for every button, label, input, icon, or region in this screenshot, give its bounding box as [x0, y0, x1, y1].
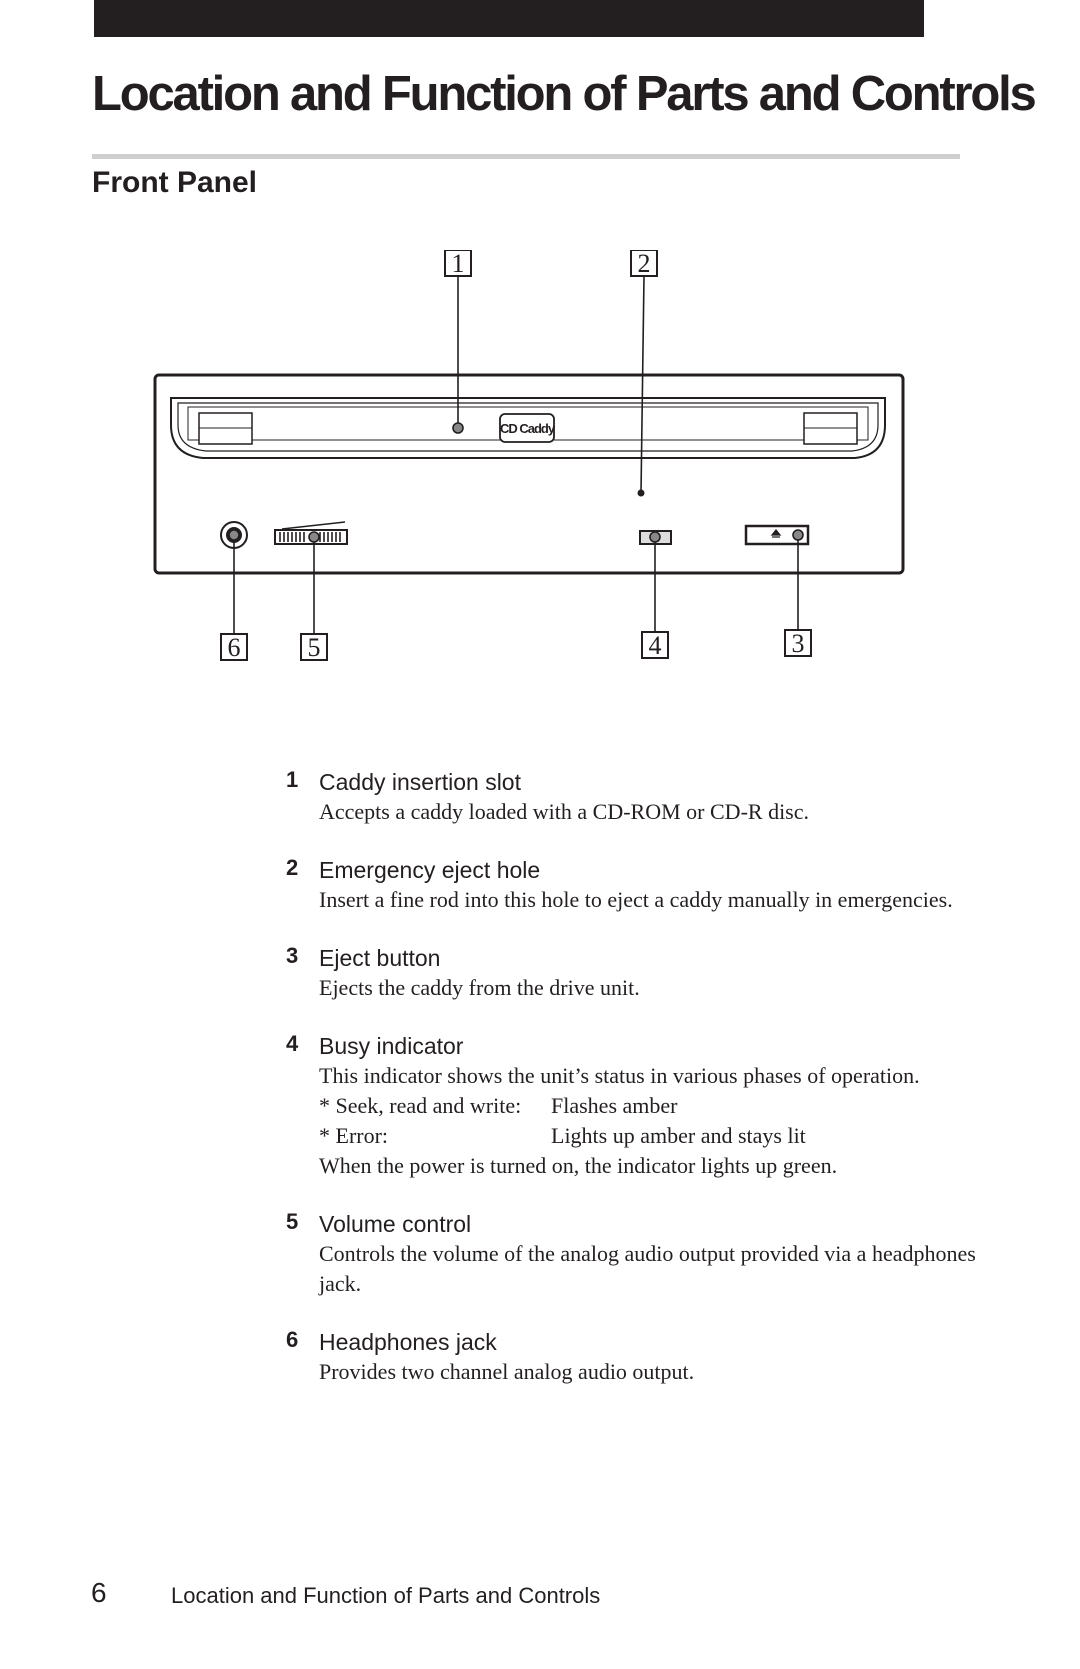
part-description: Insert a fine rod into this hole to eject a caddy manually in emergencies. — [319, 887, 953, 912]
parts-list — [284, 767, 984, 1415]
callout-dot-5 — [309, 532, 319, 542]
page-number: 6 — [91, 1577, 107, 1608]
part-number: 6 — [286, 1327, 299, 1352]
part-description: This indicator shows the unit’s status in various phases of operation. — [319, 1063, 920, 1088]
part-number: 2 — [286, 855, 299, 880]
callout-label-5: 5 — [307, 633, 321, 662]
running-title: Location and Function of Parts and Controls — [171, 1583, 601, 1608]
list-item — [284, 855, 984, 915]
part-name: Headphones jack — [319, 1329, 497, 1355]
status-label: * Error: — [319, 1123, 389, 1148]
callout-dot-1 — [453, 423, 463, 433]
part-description: Controls the volume of the analog audio output provided via a headphones jack. — [319, 1241, 976, 1296]
title-rule — [92, 154, 960, 159]
part-description: Provides two channel analog audio output. — [319, 1359, 695, 1384]
page-title: Location and Function of Parts and Controls — [92, 67, 1035, 121]
status-value: Lights up amber and stays lit — [551, 1123, 806, 1148]
callout-label-6: 6 — [227, 633, 241, 662]
part-name: Caddy insertion slot — [319, 769, 521, 795]
header-bar — [94, 0, 924, 37]
section-title: Front Panel — [92, 166, 258, 199]
part-description: Ejects the caddy from the drive unit. — [319, 975, 640, 1000]
status-label: * Seek, read and write: — [319, 1093, 522, 1118]
status-value: Flashes amber — [551, 1093, 678, 1118]
list-item — [284, 1327, 984, 1387]
part-name: Eject button — [319, 945, 441, 971]
part-note: When the power is turned on, the indicator lights up green. — [319, 1153, 838, 1178]
status-row — [319, 1121, 984, 1151]
list-item — [284, 1209, 984, 1299]
part-number: 4 — [286, 1031, 299, 1056]
callout-dot-4 — [650, 532, 660, 542]
list-item — [284, 943, 984, 1003]
front-panel-diagram — [0, 250, 1080, 710]
callout-dot-6 — [229, 530, 239, 540]
part-number: 3 — [286, 943, 299, 968]
list-item — [284, 1031, 984, 1181]
part-name: Volume control — [319, 1211, 472, 1237]
list-item — [284, 767, 984, 827]
callout-label-4: 4 — [648, 631, 662, 660]
part-description: Accepts a caddy loaded with a CD-ROM or CD-R disc. — [319, 799, 810, 824]
part-number: 1 — [286, 767, 299, 792]
callout-label-1: 1 — [451, 250, 465, 278]
part-name: Emergency eject hole — [319, 857, 541, 883]
callout-dot-3 — [793, 530, 803, 540]
callout-label-2: 2 — [637, 250, 651, 278]
cd-caddy-logo-text: CD Caddy — [499, 421, 555, 436]
part-number: 5 — [286, 1209, 299, 1234]
part-name: Busy indicator — [319, 1033, 464, 1059]
status-row — [319, 1091, 984, 1121]
callout-label-3: 3 — [791, 629, 805, 658]
